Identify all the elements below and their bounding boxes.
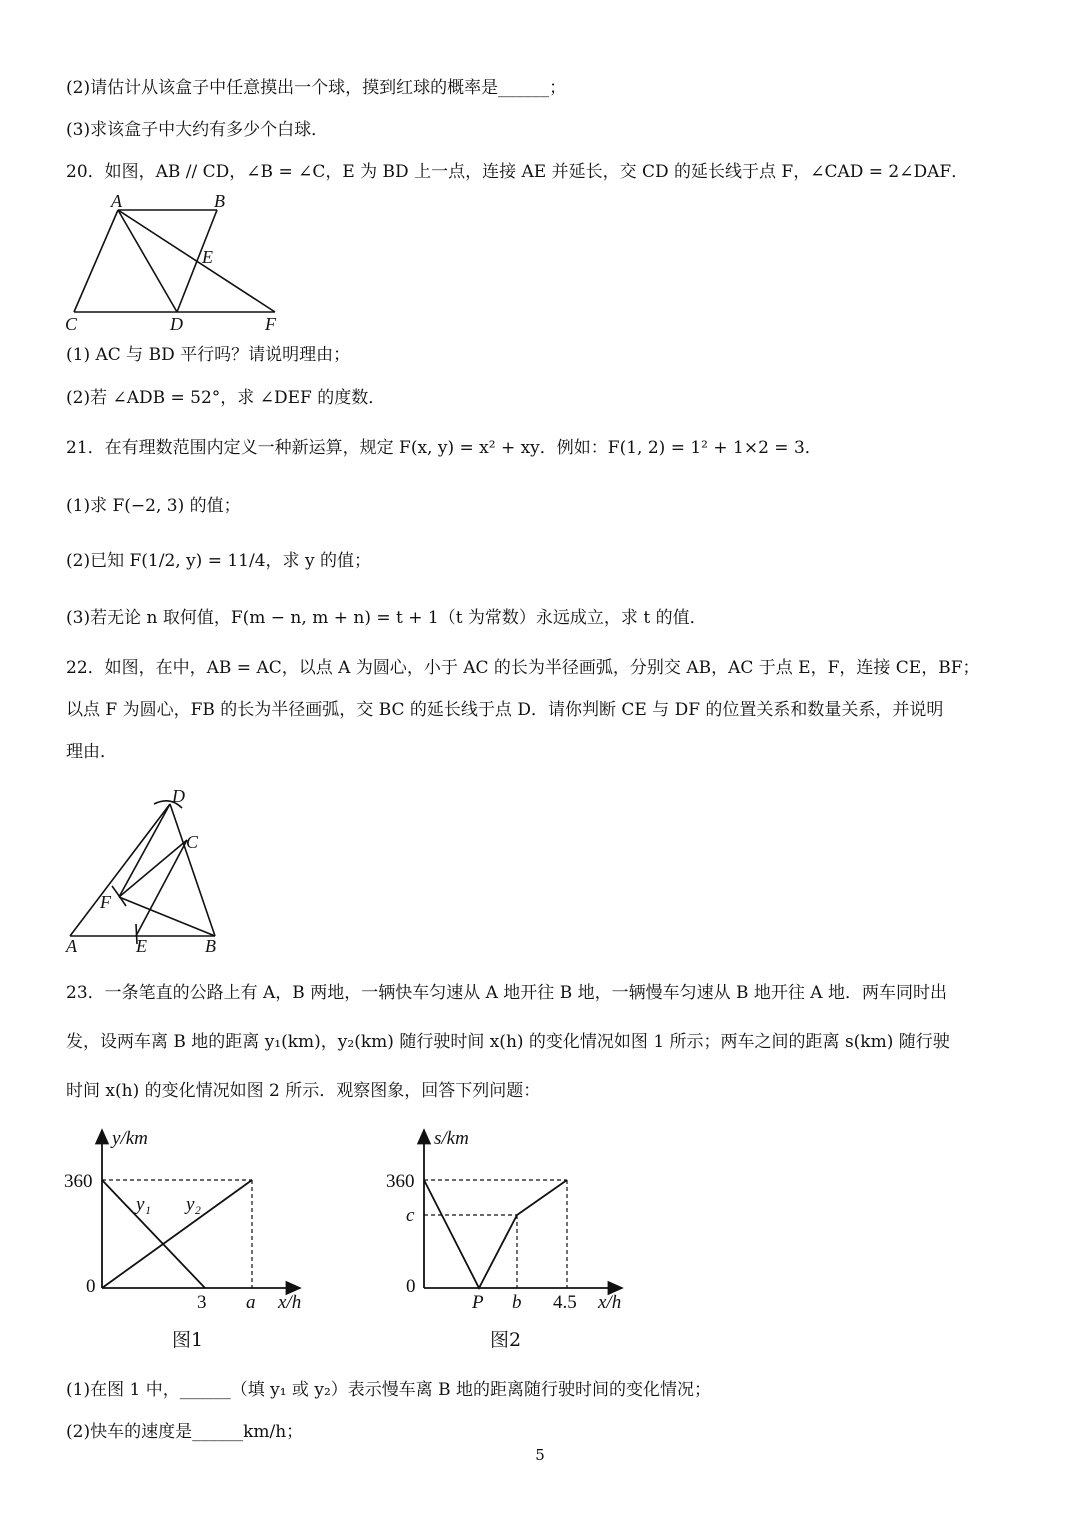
question-22-line-2: 以点 F 为圆心，FB 的长为半径画弧，交 BC 的延长线于点 D．请你判断 CE 与 DF 的位置关系和数量关系，并说明 xyxy=(66,700,944,720)
label-D: D xyxy=(170,314,183,334)
label-B: B xyxy=(214,191,225,211)
question-20-part-1: (1) AC 与 BD 平行吗？请说明理由； xyxy=(66,345,351,365)
origin-label: 0 xyxy=(406,1276,416,1297)
page-number: 5 xyxy=(535,1446,545,1464)
question-21-part-1: (1)求 F(−2, 3) 的值； xyxy=(66,496,241,516)
origin-label: 0 xyxy=(86,1276,96,1297)
question-23-line-1: 23．一条笔直的公路上有 A，B 两地，一辆快车匀速从 A 地开往 B 地，一辆慢车匀速从 B 地开往 A 地．两车同时出 xyxy=(66,983,947,1003)
label-A: A xyxy=(66,936,77,956)
label-D: D xyxy=(172,786,185,806)
graph-1-caption: 图1 xyxy=(172,1329,204,1351)
question-23-part-2: (2)快车的速度是______km/h； xyxy=(66,1422,304,1442)
y-axis-label: s/km xyxy=(434,1128,469,1149)
y-axis-label: y/km xyxy=(112,1128,148,1149)
label-E: E xyxy=(202,247,213,267)
x-tick-3: 3 xyxy=(197,1292,207,1313)
label-F: F xyxy=(100,892,111,912)
x-axis-label: x/h xyxy=(598,1292,622,1313)
question-21-part-3: (3)若无论 n 取何值，F(m − n, m + n) = t + 1（t 为常数）永远成立，求 t 的值． xyxy=(66,608,707,628)
question-20-stem: 20．如图，AB // CD，∠B = ∠C，E 为 BD 上一点，连接 AE 并延长，交 CD 的延长线于点 F，∠CAD = 2∠DAF． xyxy=(66,162,969,182)
graph-figure-2 xyxy=(382,1120,642,1320)
question-21-stem: 21．在有理数范围内定义一种新运算，规定 F(x, y) = x² + xy．例如：F(1, 2) = 1² + 1×2 = 3． xyxy=(66,438,822,458)
question-21-part-2: (2)已知 F(1/2, y) = 11/4，求 y 的值； xyxy=(66,551,371,571)
x-tick-b: b xyxy=(512,1292,522,1313)
question-19-part-2: (2)请估计从该盒子中任意摸出一个球，摸到红球的概率是______； xyxy=(66,78,567,98)
label-A: A xyxy=(111,191,122,211)
y-tick-360: 360 xyxy=(64,1171,93,1192)
figure-q22 xyxy=(60,782,240,962)
x-tick-a: a xyxy=(246,1292,256,1313)
series-label-y1: y₁ xyxy=(136,1194,152,1215)
question-23-line-2: 发，设两车离 B 地的距离 y₁(km)，y₂(km) 随行驶时间 x(h) 的变化情况如图 1 所示；两车之间的距离 s(km) 随行驶 xyxy=(66,1032,950,1052)
label-B: B xyxy=(205,936,216,956)
label-E: E xyxy=(136,936,147,956)
label-C: C xyxy=(65,314,78,334)
y-tick-c: c xyxy=(406,1205,415,1226)
x-tick-P: P xyxy=(472,1292,484,1313)
question-23-part-1: (1)在图 1 中，______（填 y₁ 或 y₂）表示慢车离 B 地的距离随行驶时间的变化情况； xyxy=(66,1380,712,1400)
question-22-line-1: 22．如图，在中，AB = AC，以点 A 为圆心，小于 AC 的长为半径画弧，分别交 AB，AC 于点 E，F，连接 CE，BF； xyxy=(66,658,980,678)
y-tick-360: 360 xyxy=(386,1171,415,1192)
figure-q20 xyxy=(60,190,290,340)
series-label-y2: y₂ xyxy=(186,1194,202,1215)
label-C: C xyxy=(186,832,199,852)
graph-2-caption: 图2 xyxy=(490,1329,522,1351)
x-tick-4-5: 4.5 xyxy=(553,1292,577,1313)
question-19-part-3: (3)求该盒子中大约有多少个白球． xyxy=(66,120,329,140)
question-20-part-2: (2)若 ∠ADB = 52°，求 ∠DEF 的度数． xyxy=(66,388,386,408)
question-22-line-3: 理由． xyxy=(66,742,117,762)
graph-figure-1 xyxy=(60,1120,320,1320)
question-23-line-3: 时间 x(h) 的变化情况如图 2 所示．观察图象，回答下列问题： xyxy=(66,1081,541,1101)
x-axis-label: x/h xyxy=(278,1292,302,1313)
label-F: F xyxy=(265,314,276,334)
